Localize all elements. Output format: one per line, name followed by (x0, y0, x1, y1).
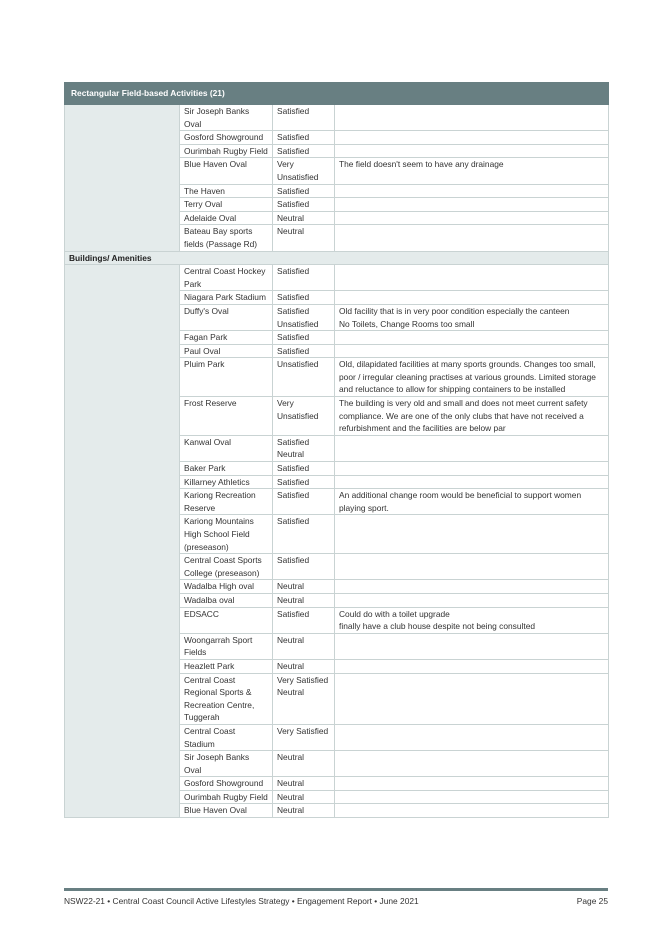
comment-cell (335, 659, 609, 673)
comment-cell (335, 198, 609, 212)
group-cell (65, 265, 180, 818)
venue-cell: Killarney Athletics (180, 475, 273, 489)
venue-cell: The Haven (180, 184, 273, 198)
rating-cell: Neutral (273, 211, 335, 225)
comment-cell (335, 751, 609, 777)
rating-cell: Neutral (273, 659, 335, 673)
group-cell (65, 105, 180, 252)
page-number: Page 25 (576, 896, 608, 906)
comment-cell (335, 554, 609, 580)
comment-cell: The field doesn't seem to have any drainage (335, 158, 609, 184)
comment-cell (335, 331, 609, 345)
comment-cell (335, 790, 609, 804)
table-header-title: Rectangular Field-based Activities (21) (65, 83, 609, 105)
rating-cell: Satisfied (273, 344, 335, 358)
rating-cell: Satisfied (273, 462, 335, 476)
rating-cell: Neutral (273, 593, 335, 607)
comment-cell (335, 593, 609, 607)
rating-cell: Neutral (273, 580, 335, 594)
rating-cell: Unsatisfied (273, 358, 335, 397)
rating-cell: Neutral (273, 804, 335, 818)
comment-cell (335, 435, 609, 461)
comment-cell (335, 291, 609, 305)
comment-cell (335, 724, 609, 750)
rating-cell: Satisfied (273, 489, 335, 515)
venue-cell: Adelaide Oval (180, 211, 273, 225)
comment-cell (335, 211, 609, 225)
section-label: Buildings/ Amenities (65, 251, 609, 265)
feedback-table (64, 82, 609, 818)
rating-cell: Satisfied Neutral (273, 435, 335, 461)
feedback-table-body (65, 83, 609, 818)
comment-cell (335, 265, 609, 291)
venue-cell: Central Coast Regional Sports & Recreation Centre, Tuggerah (180, 673, 273, 724)
venue-cell: Duffy's Oval (180, 304, 273, 330)
rating-cell: Very Unsatisfied (273, 158, 335, 184)
rating-cell: Satisfied (273, 198, 335, 212)
rating-cell: Satisfied (273, 475, 335, 489)
venue-cell: Ourimbah Rugby Field (180, 144, 273, 158)
rating-cell: Neutral (273, 225, 335, 251)
footer-rule (64, 888, 608, 891)
rating-cell: Satisfied Unsatisfied (273, 304, 335, 330)
rating-cell: Satisfied (273, 265, 335, 291)
rating-cell: Satisfied (273, 131, 335, 145)
venue-cell: Ourimbah Rugby Field (180, 790, 273, 804)
rating-cell: Satisfied (273, 515, 335, 554)
comment-cell (335, 475, 609, 489)
venue-cell: Paul Oval (180, 344, 273, 358)
rating-cell: Satisfied (273, 607, 335, 633)
comment-cell: Old facility that is in very poor condition especially the canteen No Toilets, Change Rooms too small (335, 304, 609, 330)
section-row (65, 251, 609, 265)
venue-cell: Central Coast Stadium (180, 724, 273, 750)
rating-cell: Satisfied (273, 291, 335, 305)
table-row (65, 105, 609, 131)
rating-cell: Satisfied (273, 331, 335, 345)
venue-cell: Frost Reserve (180, 397, 273, 436)
rating-cell: Satisfied (273, 144, 335, 158)
venue-cell: Terry Oval (180, 198, 273, 212)
comment-cell (335, 105, 609, 131)
venue-cell: Woongarrah Sport Fields (180, 633, 273, 659)
rating-cell: Neutral (273, 633, 335, 659)
venue-cell: Kariong Mountains High School Field (preseason) (180, 515, 273, 554)
venue-cell: Blue Haven Oval (180, 158, 273, 184)
rating-cell: Neutral (273, 777, 335, 791)
venue-cell: Gosford Showground (180, 131, 273, 145)
comment-cell (335, 144, 609, 158)
venue-cell: Sir Joseph Banks Oval (180, 105, 273, 131)
venue-cell: Kanwal Oval (180, 435, 273, 461)
comment-cell (335, 515, 609, 554)
venue-cell: Niagara Park Stadium (180, 291, 273, 305)
rating-cell: Satisfied (273, 184, 335, 198)
venue-cell: Fagan Park (180, 331, 273, 345)
comment-cell (335, 580, 609, 594)
venue-cell: Wadalba oval (180, 593, 273, 607)
venue-cell: Gosford Showground (180, 777, 273, 791)
comment-cell (335, 131, 609, 145)
comment-cell: Could do with a toilet upgrade finally have a club house despite not being consulted (335, 607, 609, 633)
venue-cell: Central Coast Hockey Park (180, 265, 273, 291)
venue-cell: Pluim Park (180, 358, 273, 397)
comment-cell (335, 344, 609, 358)
comment-cell (335, 673, 609, 724)
comment-cell (335, 184, 609, 198)
rating-cell: Very Satisfied (273, 724, 335, 750)
comment-cell: An additional change room would be beneficial to support women playing sport. (335, 489, 609, 515)
venue-cell: Blue Haven Oval (180, 804, 273, 818)
venue-cell: Heazlett Park (180, 659, 273, 673)
venue-cell: Central Coast Sports College (preseason) (180, 554, 273, 580)
rating-cell: Satisfied (273, 105, 335, 131)
venue-cell: Bateau Bay sports fields (Passage Rd) (180, 225, 273, 251)
comment-cell (335, 462, 609, 476)
rating-cell: Satisfied (273, 554, 335, 580)
rating-cell: Neutral (273, 790, 335, 804)
rating-cell: Neutral (273, 751, 335, 777)
comment-cell (335, 225, 609, 251)
table-header-row (65, 83, 609, 105)
venue-cell: Wadalba High oval (180, 580, 273, 594)
rating-cell: Very Unsatisfied (273, 397, 335, 436)
comment-cell (335, 777, 609, 791)
venue-cell: EDSACC (180, 607, 273, 633)
venue-cell: Baker Park (180, 462, 273, 476)
comment-cell: Old, dilapidated facilities at many sports grounds. Changes too small, poor / irregular cleaning practises at various grounds. Limited storage and reluctance to allow for shipping containers to be installed (335, 358, 609, 397)
comment-cell (335, 804, 609, 818)
rating-cell: Very Satisfied Neutral (273, 673, 335, 724)
comment-cell (335, 633, 609, 659)
venue-cell: Sir Joseph Banks Oval (180, 751, 273, 777)
venue-cell: Kariong Recreation Reserve (180, 489, 273, 515)
footer-title: NSW22-21 • Central Coast Council Active Lifestyles Strategy • Engagement Report • June 2021 (64, 896, 419, 906)
table-row (65, 265, 609, 291)
comment-cell: The building is very old and small and does not meet current safety compliance. We are one of the only clubs that have not received a refurbishment and the facilities are below par (335, 397, 609, 436)
